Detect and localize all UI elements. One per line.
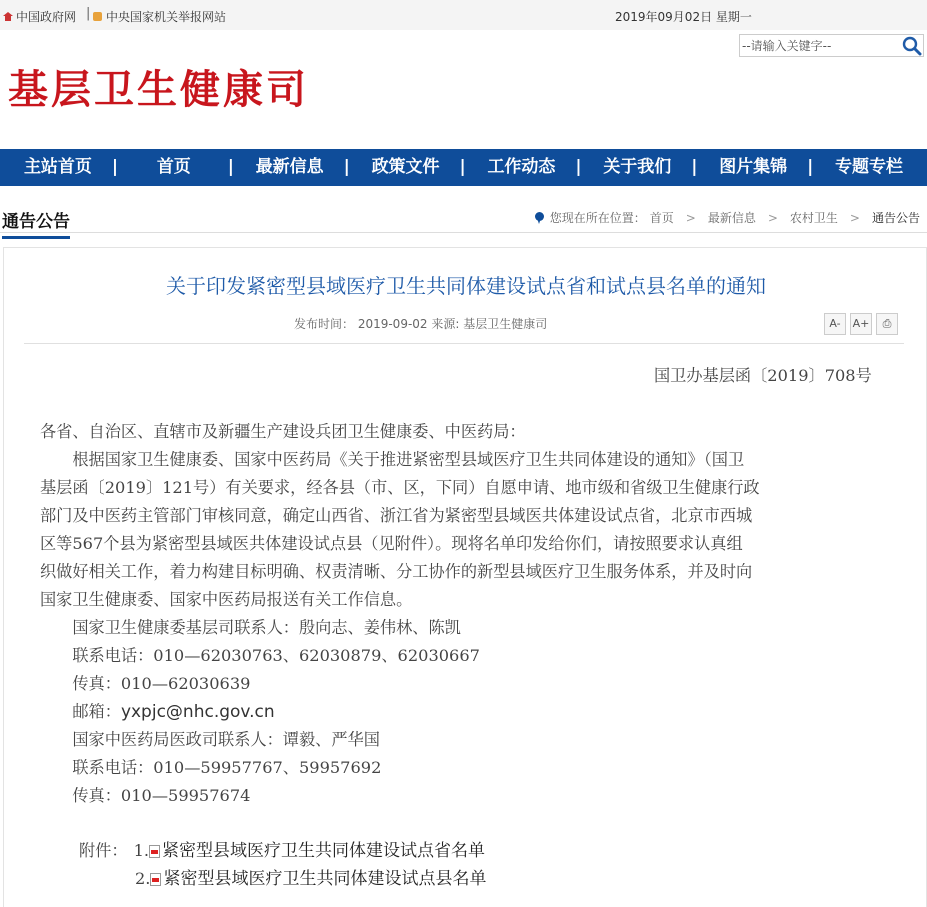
top-bar <box>0 0 927 30</box>
home-icon <box>3 12 13 21</box>
title-divider <box>24 343 904 344</box>
body-line: 国家中医药局医政司联系人：谭毅、严华国 <box>40 730 380 749</box>
lock-icon <box>93 12 102 21</box>
nav-item-gallery[interactable]: | 图片集锦 <box>695 149 811 186</box>
attachment-label: 附件： <box>79 841 128 860</box>
main-nav <box>0 149 927 186</box>
gov-link-label: 中国政府网 <box>16 10 77 24</box>
top-separator: | <box>86 6 91 21</box>
body-line: 部门及中医药主管部门审核同意，确定山西省、浙江省为紧密型县域医共体建设试点省，北京市西城 <box>40 506 753 525</box>
search-input[interactable] <box>742 37 892 54</box>
current-date: 2019年09月02日 星期一 <box>615 10 752 24</box>
nav-item-topics[interactable]: | 专题专栏 <box>811 149 927 186</box>
site-logo[interactable]: 基层卫生健康司 <box>8 67 309 113</box>
section-title: 通告公告 <box>2 207 70 239</box>
pdf-file-icon <box>150 873 161 886</box>
breadcrumb-prefix: 您现在所在位置： <box>549 211 646 225</box>
nav-item-latest[interactable]: | 最新信息 <box>232 149 348 186</box>
body-line: 传真：010—62030639 <box>40 674 251 693</box>
nav-item-policy[interactable]: | 政策文件 <box>348 149 464 186</box>
breadcrumb-latest[interactable]: 最新信息 <box>707 211 756 225</box>
email-label: 邮箱： <box>40 702 121 721</box>
search-box <box>739 34 924 57</box>
chevron-right-icon: > <box>849 210 860 225</box>
article-tools <box>824 313 898 335</box>
nav-item-home[interactable]: | 首页 <box>116 149 232 186</box>
body-line: 国家卫生健康委基层司联系人：殷向志、姜伟林、陈凯 <box>40 618 461 637</box>
nav-item-main-home[interactable]: 主站首页 <box>23 157 92 177</box>
attachment-link-1[interactable]: 紧密型县域医疗卫生共同体建设试点省名单 <box>162 841 486 861</box>
article-body <box>40 418 892 810</box>
body-line: 基层函〔2019〕121号）有关要求，经各县（市、区，下同）自愿申请、地市级和省级卫生健康行政 <box>40 478 760 497</box>
print-button[interactable]: ⎙ <box>876 313 898 335</box>
document-number: 国卫办基层函〔2019〕708号 <box>654 366 872 385</box>
attachment-number: 1. <box>133 841 150 860</box>
breadcrumb-home[interactable]: 首页 <box>649 211 674 225</box>
body-line: 根据国家卫生健康委、国家中医药局《关于推进紧密型县域医疗卫生共同体建设的通知》（国卫 <box>40 450 745 469</box>
article-panel <box>3 247 927 907</box>
font-decrease-button[interactable]: A- <box>824 313 846 335</box>
body-line: 织做好相关工作，着力构建目标明确、权责清晰、分工协作的新型县域医疗卫生服务体系，并及时向 <box>40 562 753 581</box>
body-line: 联系电话：010—59957767、59957692 <box>40 758 382 777</box>
nav-item-work[interactable]: | 工作动态 <box>464 149 580 186</box>
attachment-link-2[interactable]: 紧密型县域医疗卫生共同体建设试点县名单 <box>163 869 487 889</box>
font-increase-button[interactable]: A+ <box>850 313 872 335</box>
email-line <box>40 698 892 726</box>
body-line: 区等567个县为紧密型县域医共体建设试点县（见附件）。现将名单印发给你们，请按照要求认真组 <box>40 534 743 553</box>
attachment-row-2 <box>135 865 486 893</box>
body-line: 联系电话：010—62030763、62030879、62030667 <box>40 646 480 665</box>
breadcrumb-rural[interactable]: 农村卫生 <box>789 211 838 225</box>
nav-item-about[interactable]: | 关于我们 <box>579 149 695 186</box>
breadcrumb <box>535 209 924 226</box>
report-link[interactable] <box>93 8 226 25</box>
search-icon[interactable] <box>902 36 922 56</box>
section-divider <box>0 232 927 233</box>
body-line: 各省、自治区、直辖市及新疆生产建设兵团卫生健康委、中医药局： <box>40 422 526 441</box>
article-title: 关于印发紧密型县域医疗卫生共同体建设试点省和试点县名单的通知 <box>166 274 766 298</box>
body-line: 国家卫生健康委、国家中医药局报送有关工作信息。 <box>40 590 413 609</box>
attachment-row-1 <box>79 837 485 865</box>
chevron-right-icon: > <box>767 210 778 225</box>
pdf-file-icon <box>149 845 160 858</box>
article-meta: 发布时间： 2019-09-02 来源: 基层卫生健康司 <box>294 317 548 331</box>
email-address[interactable]: yxpjc@nhc.gov.cn <box>120 702 275 722</box>
body-line: 传真：010—59957674 <box>40 786 251 805</box>
attachment-number: 2. <box>135 869 151 888</box>
breadcrumb-current: 通告公告 <box>871 211 920 225</box>
report-link-label: 中央国家机关举报网站 <box>106 10 227 24</box>
chevron-right-icon: > <box>685 210 696 225</box>
location-pin-icon <box>535 212 544 224</box>
gov-link[interactable] <box>3 8 76 25</box>
